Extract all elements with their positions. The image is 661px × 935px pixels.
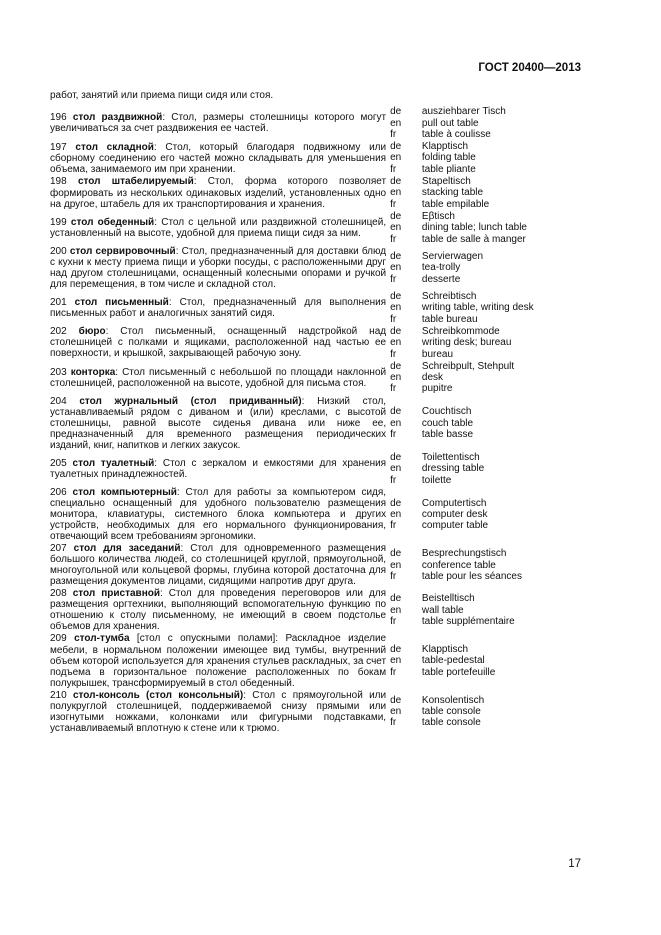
term-number: 207 [50, 543, 67, 555]
translation-term: Schreibtisch [421, 291, 477, 303]
language-code: de [390, 644, 402, 656]
term-number: 204 [50, 395, 67, 407]
translation-term: table console [421, 717, 481, 729]
term-description: : Стол для работы за компьютером сидя, специально оснащенный для удобного пользователю размещения монитора, клавиатуры, системного блока компьютера и других устройств, необходимых для его нормального функционирования, отвечающий всем требованиям эргономики. [50, 486, 387, 543]
language-codes [386, 361, 422, 395]
term-description: : Стол, форма которого позволяет формировать из нескольких одинаковых изделий, установленных одно на другое, штабель для их транспортирования и хранения. [50, 176, 387, 210]
language-code: en [390, 152, 402, 164]
translation-term: computer desk [421, 508, 488, 520]
translation-term: desserte [421, 273, 461, 285]
term-definition [50, 176, 386, 209]
term-number: 199 [50, 216, 67, 228]
term-entry [50, 633, 581, 688]
continuation-text: работ, занятий или приема пищи сидя или стоя. [50, 90, 274, 101]
translations [422, 106, 581, 140]
term-name: стол журнальный (стол придиванный) [79, 395, 302, 407]
translation-term: Couchtisch [421, 406, 472, 418]
term-description: : Стол с цельной или раздвижной столешницей, установленный на высоте, удобной для приема пищи сидя за ним. [50, 216, 387, 239]
term-description: : Стол, размеры столешницы которого могут увеличиваться за счет раздвижения ее частей. [50, 112, 387, 135]
term-definition [50, 112, 386, 134]
translation-term: folding table [421, 152, 476, 164]
term-name: стол штабелируемый [77, 176, 194, 188]
term-definition [50, 246, 386, 290]
translations [422, 291, 581, 325]
language-code: de [390, 210, 402, 222]
language-code: en [390, 417, 402, 429]
language-codes [386, 176, 422, 210]
language-code: en [390, 508, 402, 520]
term-entry [50, 141, 581, 175]
term-name: стол для заседаний [73, 543, 181, 555]
language-code: en [390, 262, 402, 274]
term-entry [50, 106, 581, 140]
language-code: de [390, 548, 402, 560]
translation-term: Schreibkommode [421, 325, 500, 337]
term-description: : Стол для проведения переговоров или для размещения оргтехники, выполняющий вспомогательную функцию по отношению к столу письменному, не имеющий в своем подстолье объемов для хранения. [50, 588, 387, 633]
term-name: конторка [70, 366, 116, 378]
term-description: : Стол с прямоугольной или полукруглой столешницей, поддерживаемой снизу прямыми или изогнутыми ножками, колонками или фигурными подставками, устанавливаемый вплотную к стене или к трюмо. [50, 689, 387, 734]
language-code: en [390, 559, 402, 571]
translation-term: conference table [421, 559, 496, 571]
term-description: : Стол, который благодаря подвижному или сборному соединению его частей можно складывать для уменьшения объема, занимаемого им при хранении. [50, 141, 387, 175]
translation-term: writing table, writing desk [421, 302, 534, 314]
language-code: fr [390, 474, 397, 486]
language-code: en [390, 337, 402, 349]
language-codes [386, 498, 422, 532]
language-codes [386, 406, 422, 440]
translation-term: couch table [421, 417, 474, 429]
term-name: стол-консоль (стол консольный) [72, 689, 244, 701]
translation-term: table supplémentaire [421, 616, 515, 627]
term-description: : Низкий стол, устанавливаемый рядом с диваном и (или) креслами, с высотой столешницы, равной высоте сиденья дивана или ниже ее, предназначенный для временного размещения периодических изданий, книг, напитков и легких закусок. [50, 395, 387, 451]
translation-term: pupitre [421, 383, 453, 395]
term-name: стол туалетный [72, 457, 155, 469]
language-codes [386, 695, 422, 729]
term-entry [50, 211, 581, 245]
term-description: : Стол для одновременного размещения большого количества людей, со столешницей круглой, прямоугольной, многоугольной или кольцевой формы, глубина которой достаточна для размещения документов лицами, сидящими напротив друг друга. [50, 543, 387, 588]
language-codes [386, 548, 422, 582]
language-code: de [390, 251, 402, 262]
translations [422, 695, 581, 729]
translation-term: Schreibpult, Stehpult [421, 360, 515, 372]
term-name: стол раздвижной [72, 112, 163, 124]
term-number: 208 [50, 588, 67, 600]
translation-term: toilette [421, 474, 452, 486]
language-codes [386, 593, 422, 627]
translation-term: dining table; lunch table [421, 222, 527, 234]
language-code: fr [390, 313, 397, 325]
language-code: en [390, 117, 402, 129]
language-codes [386, 141, 422, 175]
translation-term: table portefeuille [421, 666, 496, 678]
translation-term: writing desk; bureau [421, 337, 512, 349]
language-code: en [390, 706, 402, 718]
translations [422, 452, 581, 486]
translation-term: Toilettentisch [421, 451, 480, 463]
term-name: стол складной [75, 141, 154, 153]
term-number: 210 [50, 689, 67, 701]
term-name: стол сервировочный [69, 245, 176, 257]
language-code: en [390, 372, 402, 384]
page-number: 17 [568, 858, 581, 870]
term-entry [50, 487, 581, 542]
translation-term: Servierwagen [421, 251, 484, 262]
translation-term: desk [421, 372, 444, 384]
term-number: 202 [50, 326, 67, 338]
term-entry [50, 396, 581, 451]
translation-term: wall table [421, 604, 464, 616]
translations [422, 361, 581, 395]
translations [422, 176, 581, 210]
translation-term: Computertisch [421, 497, 487, 509]
translation-term: Besprechungstisch [421, 548, 507, 560]
translations [422, 498, 581, 532]
language-code: fr [390, 198, 397, 210]
term-definition [50, 367, 386, 389]
translation-term: stacking table [421, 187, 484, 199]
translation-term: Klapptisch [421, 141, 469, 153]
language-codes [386, 452, 422, 486]
translation-term: Klapptisch [421, 644, 469, 656]
term-entry [50, 690, 581, 734]
language-code: fr [390, 128, 397, 140]
language-code: fr [390, 233, 397, 245]
term-definition [50, 487, 386, 542]
term-name: стол компьютерный [72, 486, 177, 498]
standard-header: ГОСТ 20400—2013 [478, 62, 581, 74]
translation-term: table de salle à manger [421, 233, 526, 245]
translation-term: Konsolentisch [421, 694, 485, 706]
language-code: en [390, 187, 402, 199]
term-name: стол обеденный [70, 216, 155, 228]
translation-term: table à coulisse [421, 128, 491, 140]
term-number: 209 [50, 633, 67, 645]
translation-term: Beistelltisch [421, 593, 475, 605]
entries-container [50, 106, 581, 734]
term-description: : Стол письменный с небольшой по площади наклонной столешницей, расположенной на высоте, удобной для письма стоя. [50, 366, 387, 389]
language-code: en [390, 604, 402, 616]
language-code: fr [390, 570, 397, 582]
language-codes [386, 211, 422, 245]
language-codes [386, 644, 422, 678]
term-description: : Стол, предназначенный для выполнения письменных работ и аналогичных занятий сидя. [50, 296, 387, 319]
translation-term: table basse [421, 428, 474, 440]
term-number: 198 [50, 176, 67, 188]
term-name: бюро [78, 326, 106, 338]
translation-term: pull out table [421, 117, 479, 129]
language-code: de [390, 360, 402, 372]
translations [422, 141, 581, 175]
term-name: стол-тумба [74, 633, 130, 645]
translations [422, 251, 581, 285]
translation-term: ausziehbarer Tisch [421, 106, 506, 118]
term-definition [50, 297, 386, 319]
language-code: de [390, 176, 402, 188]
translation-term: table pour les séances [421, 570, 522, 582]
language-codes [386, 291, 422, 325]
language-code: de [390, 451, 402, 463]
term-number: 197 [50, 141, 67, 153]
language-code: fr [390, 616, 397, 627]
language-code: de [390, 106, 402, 118]
language-code: fr [390, 428, 397, 440]
language-code: fr [390, 717, 397, 729]
translation-term: table console [421, 706, 481, 718]
translations [422, 593, 581, 627]
language-code: fr [390, 163, 397, 175]
term-entry [50, 291, 581, 325]
term-entry [50, 176, 581, 210]
term-entry [50, 246, 581, 290]
translation-term: computer table [421, 520, 489, 532]
language-code: en [390, 463, 402, 475]
term-description: : Стол письменный, оснащенный надстройкой над столешницей с полками и ящиками, расположенной над частью ее поверхности, и крышкой, закрывающей рабочую зону. [50, 326, 387, 360]
translation-term: Stapeltisch [421, 176, 471, 188]
language-codes [386, 106, 422, 140]
translations [422, 406, 581, 440]
language-code: de [390, 406, 402, 418]
term-entry [50, 543, 581, 587]
term-entry [50, 588, 581, 632]
language-code: fr [390, 273, 397, 285]
term-name: стол приставной [72, 588, 160, 600]
term-number: 203 [50, 366, 67, 378]
language-code: de [390, 694, 402, 706]
term-number: 205 [50, 457, 67, 469]
language-code: fr [390, 666, 397, 678]
translation-term: tea-trolly [421, 262, 461, 274]
translations [422, 326, 581, 360]
language-code: en [390, 655, 402, 667]
language-code: en [390, 302, 402, 314]
term-definition [50, 543, 386, 587]
language-code: de [390, 325, 402, 337]
term-number: 200 [50, 245, 67, 257]
term-definition [50, 633, 386, 688]
term-definition [50, 326, 386, 359]
term-description: [стол с опускными полами]: Раскладное изделие мебели, в нормальном положении имеющее вид тумбы, внутренний объем которой используется для хранения стульев раскладных, за счет подъема в горизонтальное положение расположенных по бокам полукрышек, трансформируемый в стол обеденный. [50, 633, 387, 689]
language-code: de [390, 593, 402, 605]
translation-term: bureau [421, 348, 454, 360]
translation-term: table pliante [421, 163, 476, 175]
language-code: de [390, 141, 402, 153]
term-definition [50, 690, 386, 734]
translation-term: Eβtisch [421, 210, 455, 222]
language-code: de [390, 497, 402, 509]
term-entry [50, 452, 581, 486]
term-number: 201 [50, 296, 67, 308]
language-codes [386, 326, 422, 360]
term-definition [50, 458, 386, 480]
language-code: de [390, 291, 402, 303]
translation-term: table-pedestal [421, 655, 485, 667]
term-definition [50, 142, 386, 175]
terms-list [50, 90, 581, 735]
term-entry [50, 361, 581, 395]
translations [422, 211, 581, 245]
term-entry [50, 326, 581, 360]
term-definition [50, 396, 386, 451]
translations [422, 548, 581, 582]
translations [422, 644, 581, 678]
language-code: fr [390, 348, 397, 360]
term-definition [50, 588, 386, 632]
term-name: стол письменный [74, 296, 169, 308]
term-number: 206 [50, 486, 67, 498]
language-code: fr [390, 520, 397, 532]
language-code: en [390, 222, 402, 234]
language-code: fr [390, 383, 397, 395]
term-description: : Стол с зеркалом и емкостями для хранения туалетных принадлежностей. [50, 457, 387, 480]
translation-term: table bureau [421, 313, 478, 325]
translation-term: dressing table [421, 463, 485, 475]
language-codes [386, 251, 422, 285]
translation-term: table empilable [421, 198, 490, 210]
term-definition [50, 217, 386, 239]
term-description: : Стол, предназначенный для доставки блюд с кухни к месту приема пищи и уборки посуды, с расположенными друг над другом столешницами, оснащенный колесными опорами и ручкой для перемещения, в том числе и складной стол. [50, 245, 387, 290]
term-number: 196 [50, 112, 67, 124]
